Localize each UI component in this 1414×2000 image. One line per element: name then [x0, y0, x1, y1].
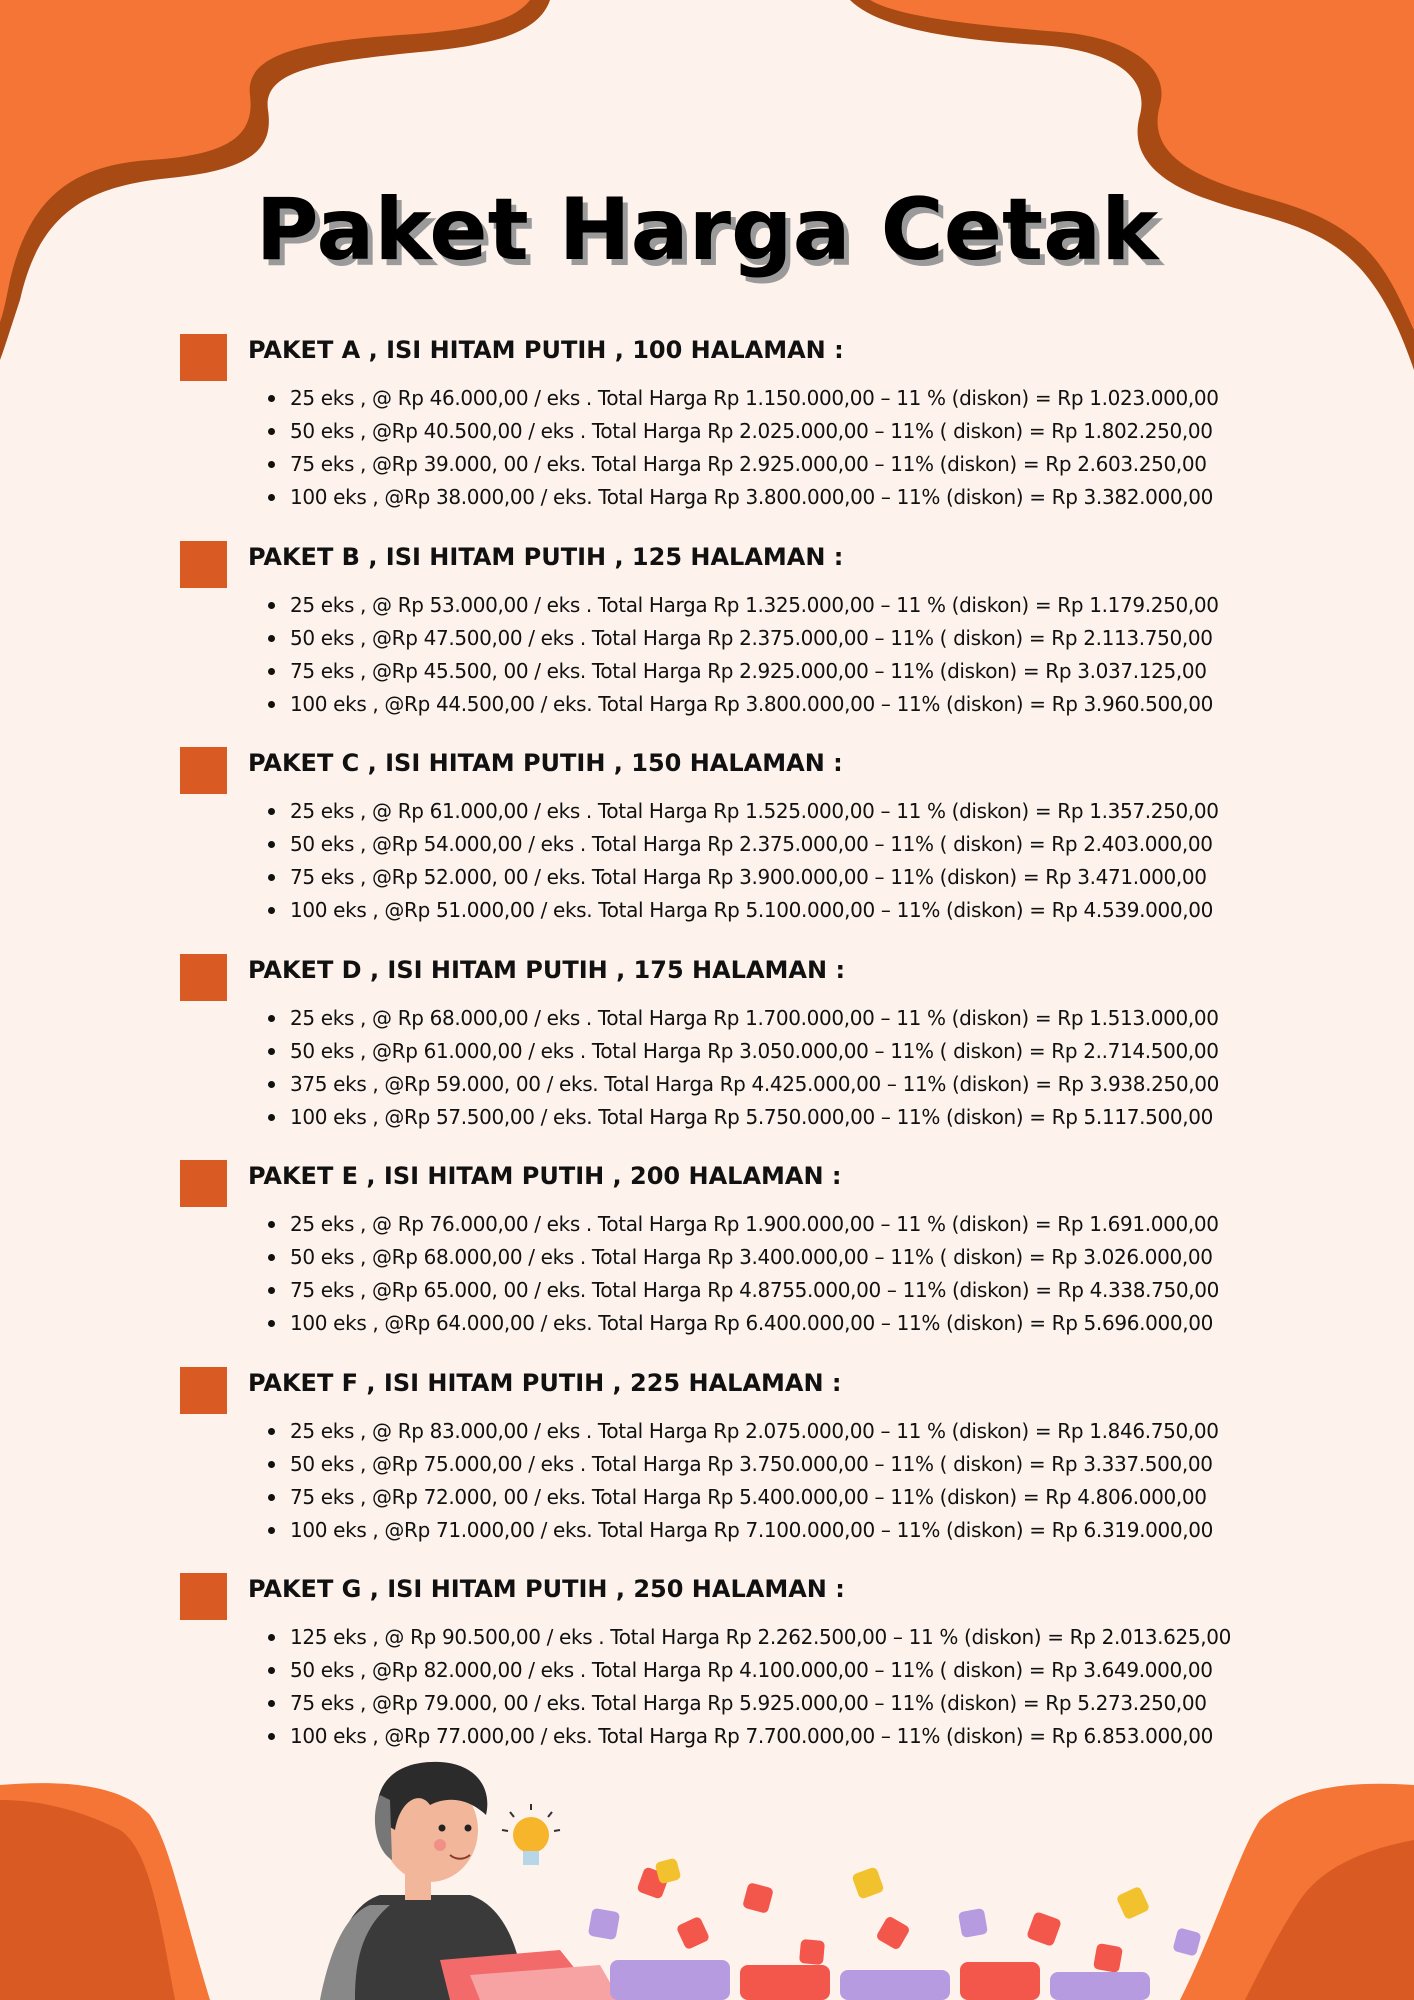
- package-title: PAKET F , ISI HITAM PUTIH , 225 HALAMAN :: [248, 1368, 842, 1397]
- price-item: 75 eks , @Rp 79.000, 00 / eks. Total Harga Rp 5.925.000,00 – 11% (diskon) = Rp 5.273.250,00: [290, 1687, 1231, 1720]
- price-item: 75 eks , @Rp 72.000, 00 / eks. Total Harga Rp 5.400.000,00 – 11% (diskon) = Rp 4.806.000,00: [290, 1481, 1219, 1514]
- package-d: [180, 952, 1300, 1159]
- price-list: [290, 1002, 1219, 1134]
- price-item: 100 eks , @Rp 77.000,00 / eks. Total Harga Rp 7.700.000,00 – 11% (diskon) = Rp 6.853.000,00: [290, 1720, 1231, 1753]
- square-bullet-icon: [180, 334, 227, 381]
- price-item: 50 eks , @Rp 47.500,00 / eks . Total Harga Rp 2.375.000,00 – 11% ( diskon) = Rp 2.113.750,00: [290, 622, 1219, 655]
- page-title: Paket Harga Cetak: [255, 180, 1159, 280]
- price-item: 75 eks , @Rp 65.000, 00 / eks. Total Harga Rp 4.8755.000,00 – 11% (diskon) = Rp 4.338.750,00: [290, 1274, 1219, 1307]
- square-bullet-icon: [180, 1573, 227, 1620]
- square-bullet-icon: [180, 1160, 227, 1207]
- package-b: [180, 539, 1300, 746]
- package-g: [180, 1571, 1300, 1778]
- price-item: 50 eks , @Rp 75.000,00 / eks . Total Harga Rp 3.750.000,00 – 11% ( diskon) = Rp 3.337.500,00: [290, 1448, 1219, 1481]
- square-bullet-icon: [180, 747, 227, 794]
- lightbulb-icon: [502, 1804, 560, 1865]
- price-item: 125 eks , @ Rp 90.500,00 / eks . Total Harga Rp 2.262.500,00 – 11 % (diskon) = Rp 2.013.625,00: [290, 1621, 1231, 1654]
- package-e: [180, 1158, 1300, 1365]
- price-item: 100 eks , @Rp 57.500,00 / eks. Total Harga Rp 5.750.000,00 – 11% (diskon) = Rp 5.117.500,00: [290, 1101, 1219, 1134]
- price-item: 25 eks , @ Rp 83.000,00 / eks . Total Harga Rp 2.075.000,00 – 11 % (diskon) = Rp 1.846.750,00: [290, 1415, 1219, 1448]
- price-item: 100 eks , @Rp 44.500,00 / eks. Total Harga Rp 3.800.000,00 – 11% (diskon) = Rp 3.960.500,00: [290, 688, 1219, 721]
- puzzle-pieces-illustration: [588, 1858, 1202, 2000]
- price-item: 100 eks , @Rp 51.000,00 / eks. Total Harga Rp 5.100.000,00 – 11% (diskon) = Rp 4.539.000,00: [290, 894, 1219, 927]
- price-item: 25 eks , @ Rp 46.000,00 / eks . Total Harga Rp 1.150.000,00 – 11 % (diskon) = Rp 1.023.000,00: [290, 382, 1219, 415]
- price-item: 25 eks , @ Rp 61.000,00 / eks . Total Harga Rp 1.525.000,00 – 11 % (diskon) = Rp 1.357.250,00: [290, 795, 1219, 828]
- price-item: 375 eks , @Rp 59.000, 00 / eks. Total Harga Rp 4.425.000,00 – 11% (diskon) = Rp 3.938.250,00: [290, 1068, 1219, 1101]
- price-item: 50 eks , @Rp 40.500,00 / eks . Total Harga Rp 2.025.000,00 – 11% ( diskon) = Rp 1.802.250,00: [290, 415, 1219, 448]
- price-item: 50 eks , @Rp 61.000,00 / eks . Total Harga Rp 3.050.000,00 – 11% ( diskon) = Rp 2..714.500,00: [290, 1035, 1219, 1068]
- package-a: [180, 332, 1300, 539]
- price-list: [290, 589, 1219, 721]
- price-list: [290, 1208, 1219, 1340]
- price-list: [290, 1415, 1219, 1547]
- price-item: 25 eks , @ Rp 53.000,00 / eks . Total Harga Rp 1.325.000,00 – 11 % (diskon) = Rp 1.179.250,00: [290, 589, 1219, 622]
- package-title: PAKET B , ISI HITAM PUTIH , 125 HALAMAN :: [248, 542, 844, 571]
- price-item: 75 eks , @Rp 39.000, 00 / eks. Total Harga Rp 2.925.000,00 – 11% (diskon) = Rp 2.603.250,00: [290, 448, 1219, 481]
- price-item: 25 eks , @ Rp 76.000,00 / eks . Total Harga Rp 1.900.000,00 – 11 % (diskon) = Rp 1.691.000,00: [290, 1208, 1219, 1241]
- package-list: [180, 332, 1300, 1778]
- square-bullet-icon: [180, 954, 227, 1001]
- price-item: 50 eks , @Rp 68.000,00 / eks . Total Harga Rp 3.400.000,00 – 11% ( diskon) = Rp 3.026.000,00: [290, 1241, 1219, 1274]
- package-f: [180, 1365, 1300, 1572]
- price-list: [290, 1621, 1231, 1753]
- price-item: 50 eks , @Rp 82.000,00 / eks . Total Harga Rp 4.100.000,00 – 11% ( diskon) = Rp 3.649.000,00: [290, 1654, 1231, 1687]
- price-item: 100 eks , @Rp 64.000,00 / eks. Total Harga Rp 6.400.000,00 – 11% (diskon) = Rp 5.696.000,00: [290, 1307, 1219, 1340]
- person-reading-illustration: [320, 1762, 620, 2000]
- price-list: [290, 382, 1219, 514]
- package-title: PAKET E , ISI HITAM PUTIH , 200 HALAMAN :: [248, 1162, 842, 1190]
- price-item: 25 eks , @ Rp 68.000,00 / eks . Total Harga Rp 1.700.000,00 – 11 % (diskon) = Rp 1.513.000,00: [290, 1002, 1219, 1035]
- price-item: 75 eks , @Rp 52.000, 00 / eks. Total Harga Rp 3.900.000,00 – 11% (diskon) = Rp 3.471.000,00: [290, 861, 1219, 894]
- price-item: 100 eks , @Rp 38.000,00 / eks. Total Harga Rp 3.800.000,00 – 11% (diskon) = Rp 3.382.000,00: [290, 481, 1219, 514]
- package-title: PAKET A , ISI HITAM PUTIH , 100 HALAMAN :: [248, 336, 844, 364]
- square-bullet-icon: [180, 1367, 227, 1414]
- price-item: 100 eks , @Rp 71.000,00 / eks. Total Harga Rp 7.100.000,00 – 11% (diskon) = Rp 6.319.000,00: [290, 1514, 1219, 1547]
- price-item: 75 eks , @Rp 45.500, 00 / eks. Total Harga Rp 2.925.000,00 – 11% (diskon) = Rp 3.037.125,00: [290, 655, 1219, 688]
- package-c: [180, 745, 1300, 952]
- package-title: PAKET G , ISI HITAM PUTIH , 250 HALAMAN :: [248, 1575, 845, 1603]
- square-bullet-icon: [180, 541, 227, 588]
- package-title: PAKET C , ISI HITAM PUTIH , 150 HALAMAN :: [248, 749, 843, 777]
- package-title: PAKET D , ISI HITAM PUTIH , 175 HALAMAN :: [248, 955, 846, 984]
- price-list: [290, 795, 1219, 927]
- top-right-blob: [870, 0, 1414, 330]
- price-item: 50 eks , @Rp 54.000,00 / eks . Total Harga Rp 2.375.000,00 – 11% ( diskon) = Rp 2.403.000,00: [290, 828, 1219, 861]
